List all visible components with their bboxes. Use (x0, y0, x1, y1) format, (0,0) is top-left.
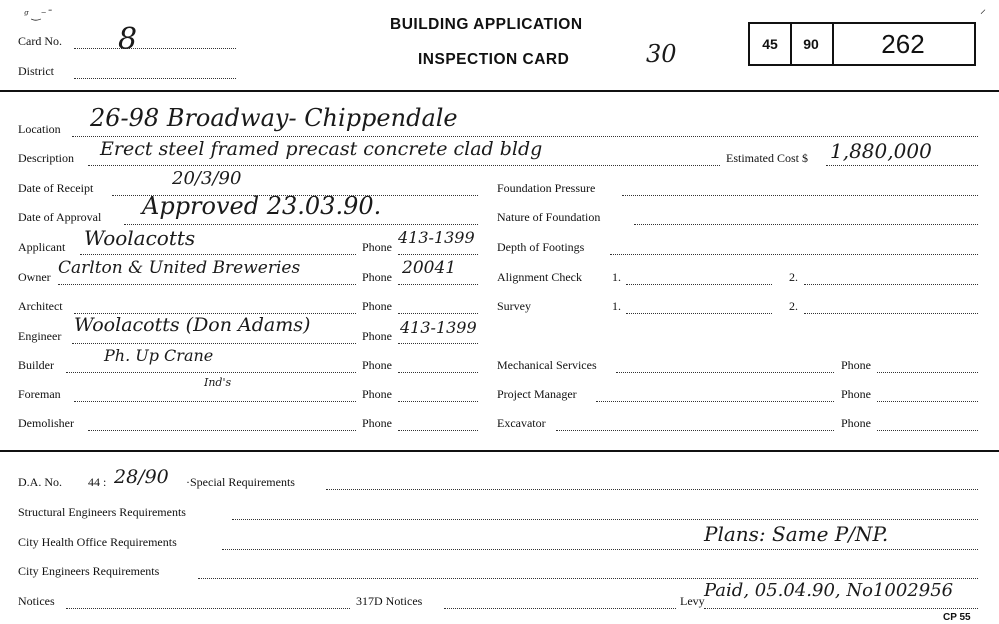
reference-box-cell-1: 45 (750, 24, 792, 64)
divider-top (0, 90, 999, 92)
survey-label: Survey (497, 299, 531, 313)
engineer-value: Woolacotts (Don Adams) (74, 314, 311, 336)
survey-line-1 (626, 313, 772, 314)
mechanical-services-phone-label: Phone (841, 358, 871, 372)
excavator-line (556, 430, 834, 431)
date-of-approval-value: Approved 23.03.90. (142, 192, 382, 220)
depth-of-footings-line (610, 254, 978, 255)
alignment-check-label: Alignment Check (497, 270, 582, 284)
city-health-label: City Health Office Requirements (18, 535, 177, 549)
architect-label: Architect (18, 299, 63, 313)
notices-317d-line (444, 608, 676, 609)
architect-phone-line (398, 313, 478, 314)
nature-of-foundation-label: Nature of Foundation (497, 210, 601, 224)
applicant-phone-value: 413-1399 (398, 228, 475, 247)
foreman-line (74, 401, 356, 402)
applicant-phone-line (398, 254, 478, 255)
description-value: Erect steel framed precast concrete clad bldg (100, 138, 543, 160)
estimated-cost-label: Estimated Cost $ (726, 151, 808, 165)
location-line (72, 136, 978, 137)
demolisher-phone-label: Phone (362, 416, 392, 430)
foreman-label: Foreman (18, 387, 61, 401)
notices-317d-label: 317D Notices (356, 594, 423, 608)
survey-line-2 (804, 313, 978, 314)
builder-phone-label: Phone (362, 358, 392, 372)
city-health-line (222, 549, 978, 550)
da-no-value: 28/90 (114, 466, 169, 488)
notices-line (66, 608, 350, 609)
estimated-cost-line (826, 165, 978, 166)
estimated-cost-value: 1,880,000 (830, 139, 932, 163)
title-line-1: BUILDING APPLICATION (390, 16, 583, 33)
architect-phone-label: Phone (362, 299, 392, 313)
location-label: Location (18, 122, 61, 136)
foundation-pressure-line (622, 195, 978, 196)
city-engineers-label: City Engineers Requirements (18, 564, 160, 578)
special-requirements-line (326, 489, 978, 490)
demolisher-label: Demolisher (18, 416, 74, 430)
corner-scribble: ᵍ ‿⁻ˉ (24, 8, 53, 21)
nature-of-foundation-line (634, 224, 978, 225)
date-of-receipt-label: Date of Receipt (18, 181, 94, 195)
levy-value: Paid, 05.04.90, No1002956 (704, 580, 954, 601)
alignment-check-num-2: 2. (789, 270, 798, 284)
city-health-value: Plans: Same P/NP. (704, 522, 889, 546)
title-line-2: INSPECTION CARD (418, 51, 570, 68)
builder-label: Builder (18, 358, 54, 372)
location-value: 26-98 Broadway- Chippendale (90, 104, 458, 132)
applicant-line (80, 254, 356, 255)
mechanical-services-phone-line (877, 372, 978, 373)
da-no-prefix: 44 : (88, 475, 107, 489)
foundation-pressure-label: Foundation Pressure (497, 181, 596, 195)
district-line (74, 78, 236, 79)
levy-label: Levy (680, 594, 705, 608)
owner-phone-line (398, 284, 478, 285)
engineer-phone-line (398, 343, 478, 344)
builder-value: Ph. Up Crane (104, 346, 214, 365)
handwritten-note: 30 (646, 40, 677, 68)
depth-of-footings-label: Depth of Footings (497, 240, 585, 254)
foreman-phone-line (398, 401, 478, 402)
mechanical-services-line (616, 372, 834, 373)
footer-code: CP 55 (943, 612, 971, 623)
owner-phone-value: 20041 (402, 258, 457, 278)
mechanical-services-label: Mechanical Services (497, 358, 597, 372)
alignment-check-num-1: 1. (612, 270, 621, 284)
reference-box (748, 22, 976, 66)
foreman-phone-label: Phone (362, 387, 392, 401)
reference-box-cell-2: 90 (790, 24, 834, 64)
survey-num-2: 2. (789, 299, 798, 313)
engineer-line (72, 343, 356, 344)
owner-value: Carlton & United Breweries (58, 258, 301, 278)
project-manager-phone-line (877, 401, 978, 402)
owner-line (58, 284, 356, 285)
builder-phone-line (398, 372, 478, 373)
builder-line (66, 372, 356, 373)
date-of-receipt-value: 20/3/90 (172, 168, 242, 189)
owner-phone-label: Phone (362, 270, 392, 284)
excavator-label: Excavator (497, 416, 546, 430)
excavator-phone-line (877, 430, 978, 431)
owner-label: Owner (18, 270, 51, 284)
alignment-check-line-1 (626, 284, 772, 285)
city-engineers-line (198, 578, 978, 579)
demolisher-line (88, 430, 356, 431)
engineer-label: Engineer (18, 329, 62, 343)
applicant-value: Woolacotts (84, 226, 196, 250)
date-of-approval-label: Date of Approval (18, 210, 102, 224)
card-no-label: Card No. (18, 34, 62, 48)
district-label: District (18, 64, 54, 78)
demolisher-phone-line (398, 430, 478, 431)
levy-line (704, 608, 978, 609)
da-no-label: D.A. No. (18, 475, 62, 489)
excavator-phone-label: Phone (841, 416, 871, 430)
notices-label: Notices (18, 594, 55, 608)
engineer-phone-value: 413-1399 (400, 318, 477, 337)
project-manager-phone-label: Phone (841, 387, 871, 401)
card-no-line (74, 48, 236, 49)
foreman-value: Ind's (204, 376, 232, 389)
card-no-value: 8 (118, 22, 138, 57)
alignment-check-line-2 (804, 284, 978, 285)
applicant-phone-label: Phone (362, 240, 392, 254)
structural-label: Structural Engineers Requirements (18, 505, 186, 519)
structural-line (232, 519, 978, 520)
description-label: Description (18, 151, 74, 165)
engineer-phone-label: Phone (362, 329, 392, 343)
corner-tick: ⸝ (980, 2, 987, 16)
applicant-label: Applicant (18, 240, 66, 254)
project-manager-label: Project Manager (497, 387, 577, 401)
divider-middle (0, 450, 999, 452)
project-manager-line (596, 401, 834, 402)
special-requirements-label: ·Special Requirements (186, 475, 295, 489)
date-of-approval-line (124, 224, 478, 225)
reference-box-number: 262 (881, 28, 925, 59)
description-line (88, 165, 720, 166)
survey-num-1: 1. (612, 299, 621, 313)
